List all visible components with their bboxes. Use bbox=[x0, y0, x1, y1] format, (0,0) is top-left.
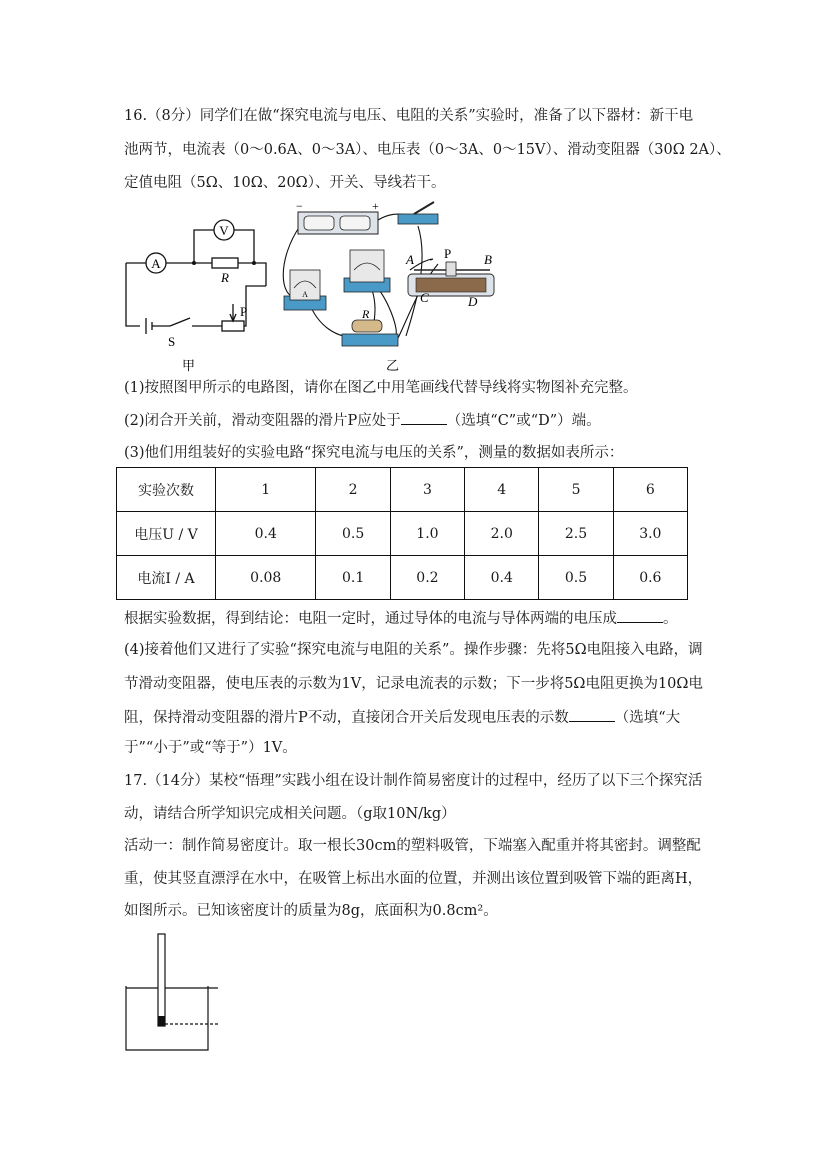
slider-label: P bbox=[240, 304, 248, 319]
q16-part4-line3: 阻，保持滑动变阻器的滑片P不动，直接闭合开关后发现电压表的示数 （选填“大 bbox=[124, 707, 680, 728]
hydrometer-diagram bbox=[118, 926, 228, 1056]
q17-line2: 动，请结合所学知识完成相关问题。（g取10N/kg） bbox=[124, 806, 456, 822]
answer-blank[interactable] bbox=[569, 707, 615, 722]
rheostat-d-label: D bbox=[468, 294, 478, 309]
battery-plus-label: + bbox=[372, 199, 379, 213]
battery-minus-label: − bbox=[296, 199, 303, 213]
answer-blank[interactable] bbox=[617, 608, 663, 623]
q16-conclusion: 根据实验数据，得到结论：电阻一定时，通过导体的电流与导体两端的电压成 。 bbox=[124, 608, 678, 629]
q17-activity1-line2: 重，使其竖直漂浮在水中，在吸管上标出水面的位置，并测出该位置到吸管下端的距离H， bbox=[124, 871, 703, 887]
q17-line1: 17.（14分）某校“悟理”实践小组在设计制作简易密度计的过程中，经历了以下三个探究活 bbox=[124, 773, 703, 789]
rheostat-a-label: A bbox=[406, 252, 414, 267]
table-row: 电流I / A 0.08 0.1 0.2 0.4 0.5 0.6 bbox=[117, 556, 688, 600]
table-row: 实验次数 1 2 3 4 5 6 bbox=[117, 468, 688, 512]
q17-activity1-line1: 活动一：制作简易密度计。取一根长30cm的塑料吸管，下端塞入配重并将其密封。调整配 bbox=[124, 838, 701, 854]
q16-part4-line1: (4)接着他们又进行了实验“探究电流与电阻的关系”。操作步骤：先将5Ω电阻接入电路，调 bbox=[124, 642, 703, 658]
table-row: 电压U / V 0.4 0.5 1.0 2.0 2.5 3.0 bbox=[117, 512, 688, 556]
resistor-r-label: R bbox=[362, 307, 370, 321]
rheostat-p-label: P bbox=[444, 246, 452, 261]
q16-part4-line4: 于”“小于”或“等于”）1V。 bbox=[124, 740, 297, 756]
data-table bbox=[116, 467, 688, 600]
q16-part3: (3)他们用组装好的实验电路“探究电流与电压的关系”，测量的数据如表所示： bbox=[124, 445, 624, 461]
q17-activity1-line3: 如图所示。已知该密度计的质量为8g，底面积为0.8cm²。 bbox=[124, 903, 498, 919]
q16-line2: 池两节，电流表（0～0.6A、0～3A）、电压表（0～3A、0～15V）、滑动变阻器（30Ω 2A）、 bbox=[124, 142, 731, 158]
q16-line1: 16.（8分）同学们在做“探究电流与电压、电阻的关系”实验时，准备了以下器材：新干电 bbox=[124, 108, 694, 124]
rheostat-b-label: B bbox=[484, 252, 492, 267]
q16-part4-line2: 节滑动变阻器，使电压表的示数为1V，记录电流表的示数；下一步将5Ω电阻更换为10Ω电 bbox=[124, 676, 703, 692]
answer-blank[interactable] bbox=[401, 410, 447, 425]
ammeter-label: A bbox=[151, 256, 161, 271]
caption-yi: 乙 bbox=[386, 359, 400, 374]
q16-part2: (2)闭合开关前，滑动变阻器的滑片P应处于 （选填“C”或“D”）端。 bbox=[124, 410, 601, 431]
ammeter-meter-label: A bbox=[302, 290, 308, 299]
apparatus-diagram-yi bbox=[278, 198, 518, 376]
caption-jia: 甲 bbox=[182, 359, 196, 374]
q16-line3: 定值电阻（5Ω、10Ω、20Ω）、开关、导线若干。 bbox=[124, 175, 446, 191]
circuit-diagram-jia bbox=[118, 208, 278, 378]
rheostat-c-label: C bbox=[420, 290, 429, 305]
q16-part1: (1)按照图甲所示的电路图，请你在图乙中用笔画线代替导线将实物图补充完整。 bbox=[124, 380, 638, 396]
voltmeter-label: V bbox=[219, 223, 229, 238]
resistor-label: R bbox=[221, 270, 229, 285]
switch-label: S bbox=[168, 334, 176, 349]
